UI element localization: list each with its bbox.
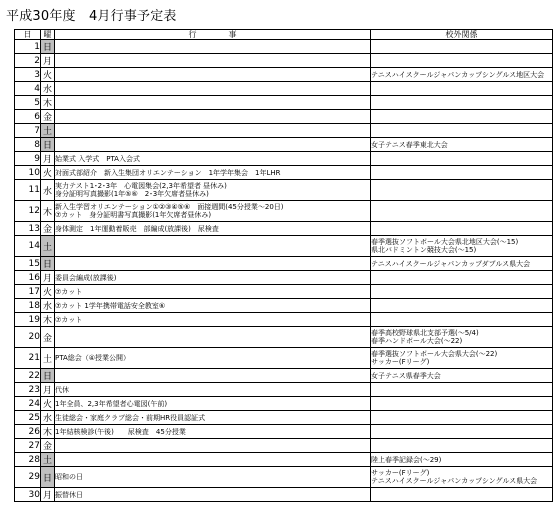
table-row bbox=[15, 285, 553, 299]
table-row bbox=[15, 152, 553, 166]
event-cell bbox=[55, 110, 371, 124]
school-event-line: テニスハイスクールジャパンカップシングルス県大会 bbox=[371, 477, 538, 485]
school-cell bbox=[371, 383, 553, 397]
school-cell bbox=[371, 411, 553, 425]
weekday-cell: 月 bbox=[41, 271, 55, 285]
day-cell: 14 bbox=[15, 236, 41, 257]
weekday-cell: 火 bbox=[41, 285, 55, 299]
weekday-cell: 火 bbox=[41, 68, 55, 82]
school-cell bbox=[371, 152, 553, 166]
event-cell bbox=[55, 425, 371, 439]
school-cell bbox=[371, 425, 553, 439]
school-cell bbox=[371, 68, 553, 82]
header-row bbox=[15, 30, 553, 40]
weekday-cell: 金 bbox=[41, 110, 55, 124]
table-row bbox=[15, 236, 553, 257]
school-cell bbox=[371, 54, 553, 68]
table-row bbox=[15, 257, 553, 271]
weekday-cell: 土 bbox=[41, 124, 55, 138]
day-cell: 8 bbox=[15, 138, 41, 152]
event-line: ⑦カット 1学年携帯電話安全教室⑥ bbox=[55, 301, 166, 310]
day-cell: 16 bbox=[15, 271, 41, 285]
school-event-line: テニスハイスクールジャパンカップダブルス県大会 bbox=[371, 259, 531, 268]
table-row bbox=[15, 299, 553, 313]
day-cell: 22 bbox=[15, 369, 41, 383]
weekday-cell: 月 bbox=[41, 54, 55, 68]
school-cell bbox=[371, 257, 553, 271]
weekday-cell: 月 bbox=[41, 488, 55, 502]
event-cell bbox=[55, 348, 371, 369]
school-cell bbox=[371, 439, 553, 453]
event-line: 生徒総会・家庭クラブ総会・前期HR役員認証式 bbox=[55, 413, 206, 422]
school-cell bbox=[371, 488, 553, 502]
table-row bbox=[15, 54, 553, 68]
event-cell bbox=[55, 124, 371, 138]
page-title: 平成30年度 4月行事予定表 bbox=[6, 9, 177, 24]
event-line: 実力テスト1･2･3年 心電図集会(2,3年希望者 昼休み) bbox=[55, 182, 227, 190]
school-cell bbox=[371, 96, 553, 110]
event-cell bbox=[55, 383, 371, 397]
school-event-line: 県北バドミントン競技大会(～15) bbox=[371, 246, 477, 254]
school-event-line: 女子テニス県春季大会 bbox=[371, 371, 441, 380]
table-row bbox=[15, 40, 553, 54]
school-cell bbox=[371, 180, 553, 201]
weekday-cell: 木 bbox=[41, 96, 55, 110]
event-cell bbox=[55, 180, 371, 201]
event-cell bbox=[55, 236, 371, 257]
event-line: 始業式 入学式 PTA入会式 bbox=[55, 154, 140, 163]
event-line: 委員会編成(放課後) bbox=[55, 273, 117, 282]
event-cell bbox=[55, 152, 371, 166]
event-cell bbox=[55, 222, 371, 236]
event-line: 1年結核検診(午後) 尿検査 45分授業 bbox=[55, 427, 186, 436]
table-row bbox=[15, 110, 553, 124]
event-line: 身分証明写真撮影(1年⑤⑥ 2･3年欠席者昼休み) bbox=[55, 190, 209, 198]
event-line: 新入生学習オリエンテーション①②③④⑤⑥ 面接週間(45分授業～20日) bbox=[55, 203, 284, 211]
school-cell bbox=[371, 453, 553, 467]
day-cell: 18 bbox=[15, 299, 41, 313]
school-cell bbox=[371, 348, 553, 369]
table-row bbox=[15, 82, 553, 96]
table-row bbox=[15, 369, 553, 383]
school-cell bbox=[371, 313, 553, 327]
school-cell bbox=[371, 299, 553, 313]
table-row bbox=[15, 397, 553, 411]
event-cell bbox=[55, 397, 371, 411]
event-cell bbox=[55, 96, 371, 110]
table-row bbox=[15, 439, 553, 453]
table-row bbox=[15, 453, 553, 467]
day-cell: 24 bbox=[15, 397, 41, 411]
event-cell bbox=[55, 82, 371, 96]
day-cell: 19 bbox=[15, 313, 41, 327]
table-row bbox=[15, 180, 553, 201]
school-cell bbox=[371, 82, 553, 96]
day-cell: 10 bbox=[15, 166, 41, 180]
event-cell bbox=[55, 40, 371, 54]
event-line: 1年全員、2,3年希望者心電図(午前) bbox=[55, 399, 168, 408]
event-cell bbox=[55, 439, 371, 453]
school-cell bbox=[371, 285, 553, 299]
event-line: PTA総会（④授業公開） bbox=[55, 354, 131, 362]
day-cell: 6 bbox=[15, 110, 41, 124]
day-cell: 11 bbox=[15, 180, 41, 201]
school-cell bbox=[371, 236, 553, 257]
day-cell: 25 bbox=[15, 411, 41, 425]
school-cell bbox=[371, 110, 553, 124]
school-cell bbox=[371, 467, 553, 488]
weekday-cell: 木 bbox=[41, 425, 55, 439]
event-line: ⑦カット 身分証明書写真撮影(1年欠席者昼休み) bbox=[55, 211, 212, 219]
event-cell bbox=[55, 488, 371, 502]
weekday-cell: 日 bbox=[41, 138, 55, 152]
event-cell bbox=[55, 138, 371, 152]
weekday-cell: 日 bbox=[41, 369, 55, 383]
event-line: 昭和の日 bbox=[55, 473, 83, 481]
event-cell bbox=[55, 68, 371, 82]
table-row bbox=[15, 383, 553, 397]
weekday-cell: 日 bbox=[41, 40, 55, 54]
event-cell bbox=[55, 166, 371, 180]
weekday-cell: 金 bbox=[41, 222, 55, 236]
day-cell: 17 bbox=[15, 285, 41, 299]
event-cell bbox=[55, 257, 371, 271]
header-school: 校外関係 bbox=[371, 30, 553, 40]
day-cell: 27 bbox=[15, 439, 41, 453]
day-cell: 28 bbox=[15, 453, 41, 467]
event-line: 対面式部紹介 新入生集団オリエンテーション 1年学年集会 1年LHR bbox=[55, 168, 281, 177]
event-cell bbox=[55, 54, 371, 68]
school-cell bbox=[371, 369, 553, 383]
school-cell bbox=[371, 222, 553, 236]
school-event-line: 春季選抜ソフトボール大会県北地区大会(～15) bbox=[371, 238, 519, 246]
day-cell: 7 bbox=[15, 124, 41, 138]
day-cell: 4 bbox=[15, 82, 41, 96]
weekday-cell: 木 bbox=[41, 313, 55, 327]
event-cell bbox=[55, 271, 371, 285]
event-cell bbox=[55, 201, 371, 222]
day-cell: 21 bbox=[15, 348, 41, 369]
table-row bbox=[15, 411, 553, 425]
table-row bbox=[15, 271, 553, 285]
header-events: 行 事 bbox=[55, 30, 371, 40]
weekday-cell: 水 bbox=[41, 411, 55, 425]
table-row bbox=[15, 201, 553, 222]
weekday-cell: 土 bbox=[41, 236, 55, 257]
weekday-cell: 金 bbox=[41, 439, 55, 453]
day-cell: 3 bbox=[15, 68, 41, 82]
event-line: 身体測定 1年運動着販売 部編成(放課後) 尿検査 bbox=[55, 224, 219, 233]
event-cell bbox=[55, 299, 371, 313]
table-row bbox=[15, 138, 553, 152]
school-cell bbox=[371, 271, 553, 285]
table-row bbox=[15, 348, 553, 369]
header-weekday: 曜 bbox=[41, 30, 55, 40]
weekday-cell: 木 bbox=[41, 201, 55, 222]
event-cell bbox=[55, 411, 371, 425]
school-cell bbox=[371, 201, 553, 222]
day-cell: 9 bbox=[15, 152, 41, 166]
weekday-cell: 水 bbox=[41, 299, 55, 313]
school-event-line: 陸上春季記録会(～29) bbox=[371, 455, 442, 464]
event-cell bbox=[55, 313, 371, 327]
school-event-line: サッカー(Fリーグ) bbox=[371, 469, 430, 477]
weekday-cell: 火 bbox=[41, 397, 55, 411]
table-row bbox=[15, 488, 553, 502]
schedule-table bbox=[14, 29, 553, 502]
school-event-line: 春季高校野球県北支部予選(～5/4) bbox=[371, 329, 479, 337]
table-row bbox=[15, 68, 553, 82]
event-cell bbox=[55, 467, 371, 488]
day-cell: 2 bbox=[15, 54, 41, 68]
table-row bbox=[15, 313, 553, 327]
header-day: 日 bbox=[15, 30, 41, 40]
day-cell: 29 bbox=[15, 467, 41, 488]
day-cell: 30 bbox=[15, 488, 41, 502]
event-line: 代休 bbox=[55, 385, 69, 394]
school-event-line: 春季選抜ソフトボール大会県大会(～22) bbox=[371, 350, 498, 358]
school-cell bbox=[371, 166, 553, 180]
day-cell: 20 bbox=[15, 327, 41, 348]
school-event-line: 女子テニス春季東北大会 bbox=[371, 140, 448, 149]
day-cell: 26 bbox=[15, 425, 41, 439]
table-row bbox=[15, 124, 553, 138]
school-event-line: サッカー(Fリーグ) bbox=[371, 358, 430, 366]
school-cell bbox=[371, 124, 553, 138]
event-cell bbox=[55, 369, 371, 383]
event-cell bbox=[55, 327, 371, 348]
day-cell: 1 bbox=[15, 40, 41, 54]
weekday-cell: 土 bbox=[41, 453, 55, 467]
event-line: ⑦カット bbox=[55, 287, 83, 296]
table-row bbox=[15, 327, 553, 348]
weekday-cell: 日 bbox=[41, 257, 55, 271]
event-cell bbox=[55, 453, 371, 467]
weekday-cell: 日 bbox=[41, 467, 55, 488]
school-event-line: 春季ハンドボール大会(～22) bbox=[371, 337, 463, 345]
weekday-cell: 金 bbox=[41, 327, 55, 348]
school-cell bbox=[371, 40, 553, 54]
table-row bbox=[15, 222, 553, 236]
day-cell: 15 bbox=[15, 257, 41, 271]
school-cell bbox=[371, 397, 553, 411]
table-row bbox=[15, 467, 553, 488]
event-cell bbox=[55, 285, 371, 299]
day-cell: 13 bbox=[15, 222, 41, 236]
school-cell bbox=[371, 138, 553, 152]
table-row bbox=[15, 425, 553, 439]
day-cell: 23 bbox=[15, 383, 41, 397]
weekday-cell: 水 bbox=[41, 82, 55, 96]
table-row bbox=[15, 166, 553, 180]
school-cell bbox=[371, 327, 553, 348]
weekday-cell: 月 bbox=[41, 152, 55, 166]
weekday-cell: 水 bbox=[41, 180, 55, 201]
weekday-cell: 土 bbox=[41, 348, 55, 369]
weekday-cell: 火 bbox=[41, 166, 55, 180]
day-cell: 5 bbox=[15, 96, 41, 110]
table-row bbox=[15, 96, 553, 110]
event-line: 振替休日 bbox=[55, 490, 83, 499]
event-line: ⑦カット bbox=[55, 315, 83, 324]
day-cell: 12 bbox=[15, 201, 41, 222]
weekday-cell: 月 bbox=[41, 383, 55, 397]
school-event-line: テニスハイスクールジャパンカップシングルス地区大会 bbox=[371, 70, 545, 79]
